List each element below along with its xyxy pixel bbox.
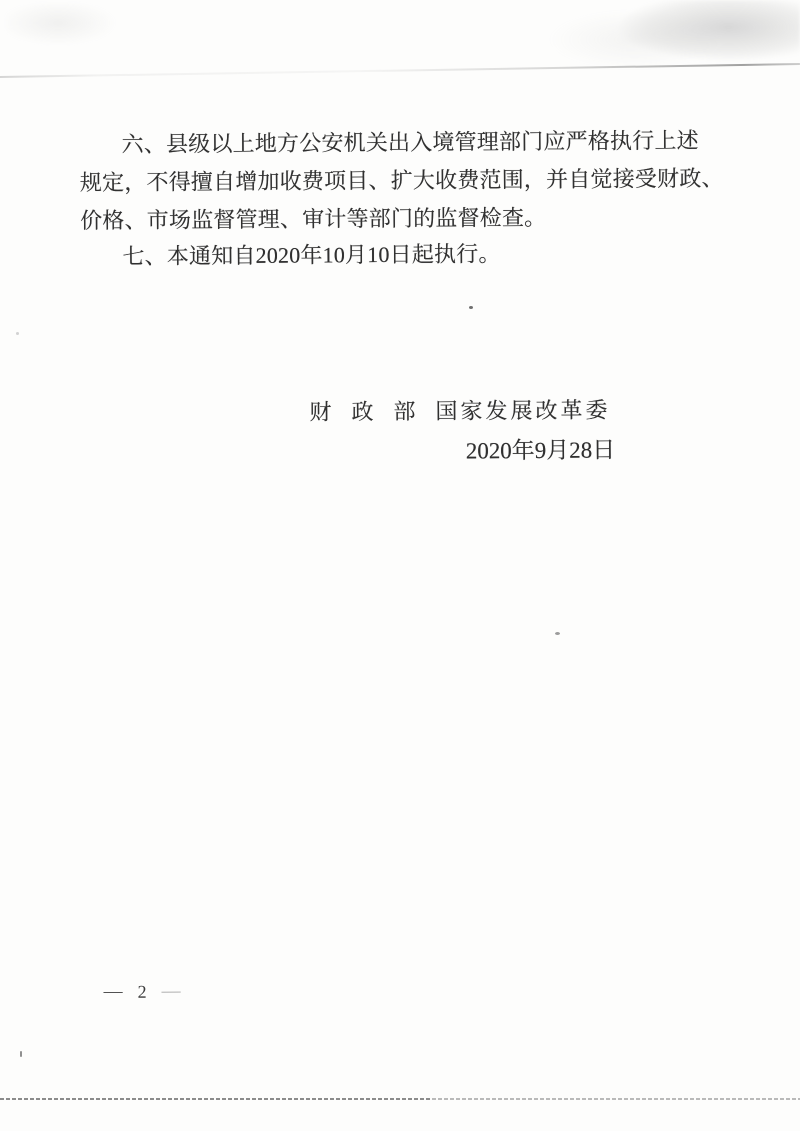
paragraph-6-line-1: 六、县级以上地方公安机关出入境管理部门应严格执行上述 — [121, 127, 699, 157]
page-number — [103, 979, 180, 1004]
signature-date: 2020年9月28日 — [465, 437, 616, 464]
signature-block — [309, 395, 610, 427]
page-number-dash-left: — — [103, 980, 123, 1002]
paragraph-6-line-2: 规定，不得擅自增加收费项目、扩大收费范围，并自觉接受财政、 — [79, 165, 724, 196]
paragraph-7: 七、本通知自2020年10月10日起执行。 — [122, 241, 501, 269]
page-number-value: 2 — [137, 981, 147, 1002]
paragraph-6-line-3: 价格、市场监督管理、审计等部门的监督检查。 — [80, 204, 547, 234]
page-number-dash-right: — — [161, 980, 181, 1002]
signature-org-finance-ministry: 财政部 — [309, 398, 436, 425]
signature-org-ndrc: 国家发展改革委 — [435, 397, 611, 424]
